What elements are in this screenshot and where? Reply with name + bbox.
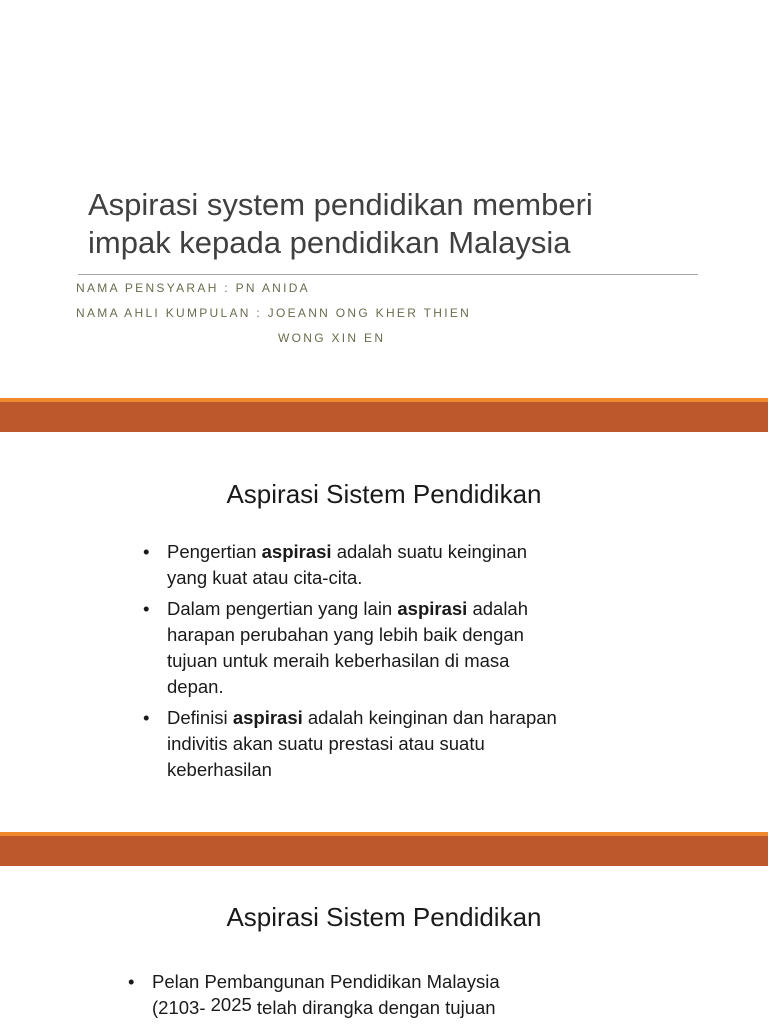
- bullet-item: [143, 596, 557, 700]
- bullet-line: Pelan Pembangunan Pendidikan Malaysia: [152, 971, 500, 992]
- presentation-title: [88, 186, 708, 262]
- bullet-text: yang kuat atau cita-cita.: [167, 567, 363, 588]
- bullet-text: (2103-: [152, 997, 211, 1018]
- bullet-text: depan.: [167, 676, 224, 697]
- group-members-label: NAMA AHLI KUMPULAN : JOEANN ONG KHER THIEN: [76, 306, 472, 320]
- bullet-dot: •: [143, 541, 150, 562]
- bullet-item: [143, 539, 557, 591]
- bullet-line: [167, 596, 557, 622]
- title-line-2: impak kepada pendidikan Malaysia: [88, 225, 571, 260]
- bullet-line: [167, 705, 557, 731]
- title-divider: [78, 274, 698, 275]
- bullet-text: indivitis akan suatu prestasi atau suatu: [167, 733, 485, 754]
- content-slide-plan: [0, 866, 768, 1024]
- bullet-dot: •: [128, 971, 135, 992]
- bullet-text: keberhasilan: [167, 759, 272, 780]
- bullet-text: adalah keinginan dan harapan: [302, 707, 557, 728]
- bold-term: aspirasi: [232, 707, 303, 728]
- lecturer-name: NAMA PENSYARAH : PN ANIDA: [76, 281, 310, 295]
- bullet-dot: •: [143, 707, 150, 728]
- bullet-text: Pengertian: [167, 541, 262, 562]
- bullet-line: [167, 757, 557, 783]
- title-slide: [0, 0, 768, 398]
- bullet-text: Dalam pengertian yang lain: [167, 598, 398, 619]
- bullet-line: [167, 622, 557, 648]
- bullet-list: [128, 969, 500, 1024]
- bullet-item: [143, 705, 557, 783]
- bullet-text-year: 2025: [210, 994, 252, 1015]
- bullet-line: [152, 995, 500, 1021]
- bullet-text: adalah suatu keinginan: [331, 541, 527, 562]
- group-member-2: WONG XIN EN: [278, 331, 386, 345]
- title-line-1: Aspirasi system pendidikan memberi: [88, 187, 593, 222]
- bullet-list: [143, 539, 557, 788]
- slide-separator-band: [0, 398, 768, 432]
- bullet-text: harapan perubahan yang lebih baik dengan: [167, 624, 524, 645]
- bullet-line: [167, 731, 557, 757]
- slide-title: Aspirasi Sistem Pendidikan: [226, 902, 542, 932]
- bullet-text: telah dirangka dengan tujuan: [251, 997, 496, 1018]
- bold-term: aspirasi: [261, 541, 332, 562]
- bullet-line: [167, 648, 557, 674]
- bullet-item: [128, 969, 500, 1021]
- bullet-text: Definisi: [167, 707, 233, 728]
- bullet-line: [167, 565, 557, 591]
- bullet-line: [167, 539, 557, 565]
- band-fill: [0, 836, 768, 866]
- bullet-line: [167, 674, 557, 700]
- content-slide-definitions: [0, 432, 768, 832]
- slide-title: Aspirasi Sistem Pendidikan: [226, 479, 542, 509]
- band-fill: [0, 402, 768, 432]
- bullet-dot: •: [143, 598, 150, 619]
- bold-term: aspirasi: [397, 598, 468, 619]
- bullet-text: adalah: [467, 598, 529, 619]
- bullet-text: tujuan untuk meraih keberhasilan di masa: [167, 650, 510, 671]
- slide-separator-band: [0, 832, 768, 866]
